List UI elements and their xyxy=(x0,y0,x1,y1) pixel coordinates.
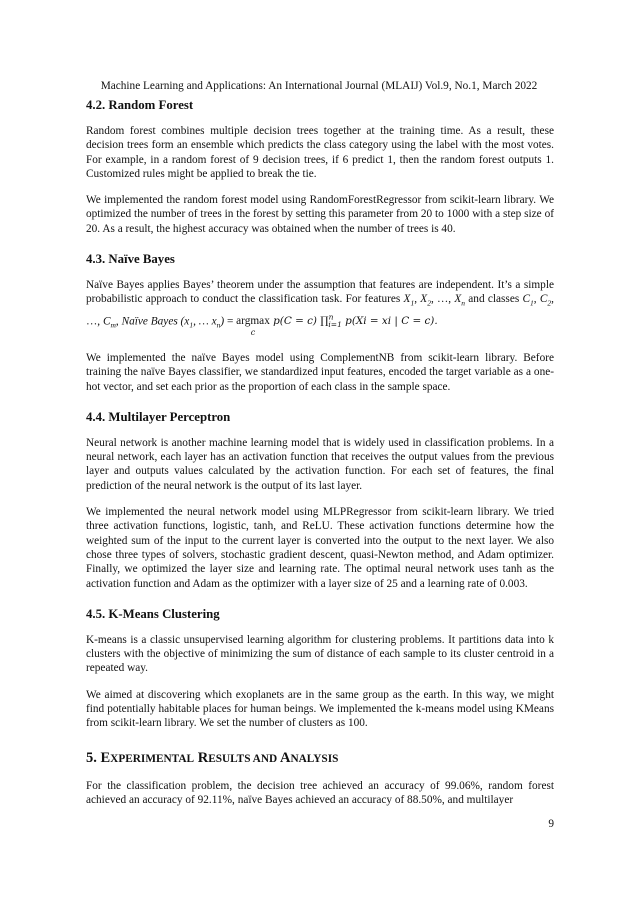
section-heading-naive-bayes: 4.3. Naïve Bayes xyxy=(86,252,175,267)
argmax-operator: argmax c xyxy=(236,315,270,338)
page-number: 9 xyxy=(548,818,554,830)
section-heading-random-forest: 4.2. Random Forest xyxy=(86,98,194,112)
bayes-formula: p(C = c) ∏$^n_{i=1}$ p(Xi = xi | C = c). xyxy=(269,312,438,330)
paragraph: We implemented the naïve Bayes model using ComplementNB from scikit-learn library. Before training the naïve Bayes classifier, we standardized input features, encoded the target variable as a one-hot vector, and set each prior as the proportion of each class in the sample space. xyxy=(86,351,554,393)
section-heading-results: 5. EXPERIMENTAL RESULTS AND ANALYSIS xyxy=(86,749,339,766)
page-body xyxy=(86,97,554,807)
section-heading-k-means: 4.5. K-Means Clustering xyxy=(86,606,220,621)
paragraph-with-formula: Naïve Bayes applies Bayes’ theorem under the assumption that features are independent. It’s a simple probabilistic approach to conduct the classification task. For features $X_1$, $X_2$, …, $X_n$ and classes $C_1$, $C_2$, …, $C_m$, Naïve Bayes ($x_1$, … $x_n) = argmax$ c p(C = c) ∏$^n_{i=1}$ p(Xi = xi | C = c). xyxy=(86,279,554,338)
paragraph: We implemented the random forest model using RandomForestRegressor from scikit-learn library. We optimized the number of trees in the forest by setting this parameter from 20 to 1000 with a step size of 20. As a result, the highest accuracy was obtained when the number of trees is 40. xyxy=(86,194,554,235)
paragraph: Neural network is another machine learning model that is widely used in classification problems. In a neural network, each layer has an activation function that receives the output values from the previous layer and outputs values calculated by the activation function. For each set of features, the final prediction of the neural network is the output of its last layer. xyxy=(86,436,554,492)
paragraph: We aimed at discovering which exoplanets are in the same group as the earth. In this way, we might find potentially habitable places for human beings. We implemented the k-means model using KMeans from scikit-learn library. We set the number of clusters as 100. xyxy=(86,688,554,730)
paragraph: Random forest combines multiple decision trees together at the training time. As a result, these decision trees form an ensemble which predicts the class category using the label with the most votes. For example, in a random forest of 9 decision trees, if 6 predict 1, then the random forest outputs 1. Customized rules might be applied to break the tie. xyxy=(86,125,554,180)
paragraph: K-means is a classic unsupervised learning algorithm for clustering problems. It partitions data into k clusters with the objective of minimizing the sum of distance of each sample to its cluster centroid in a repeated way. xyxy=(86,633,554,675)
paragraph: For the classification problem, the decision tree achieved an accuracy of 99.06%, random forest achieved an accuracy of 92.11%, naïve Bayes achieved an accuracy of 88.50%, and multilayer xyxy=(86,779,554,806)
running-header: Machine Learning and Applications: An International Journal (MLAIJ) Vol.9, No.1, March 2022 xyxy=(100,80,538,92)
section-heading-multilayer-perceptron: 4.4. Multilayer Perceptron xyxy=(86,409,231,424)
paragraph: We implemented the neural network model using MLPRegressor from scikit-learn library. We tried three activation functions, logistic, tanh, and ReLU. These activation functions determine how the weighted sum of the input to the current layer is converted into the output to the next layer. We also chose three types of solvers, stochastic gradient descent, quasi-Newton method, and Adam optimizer. Finally, we optimized the layer size and learning rate. The optimal neural network uses tanh as the activation function and Adam as the optimizer with a layer size of 25 and a learning rate of 0.003. xyxy=(86,506,554,590)
